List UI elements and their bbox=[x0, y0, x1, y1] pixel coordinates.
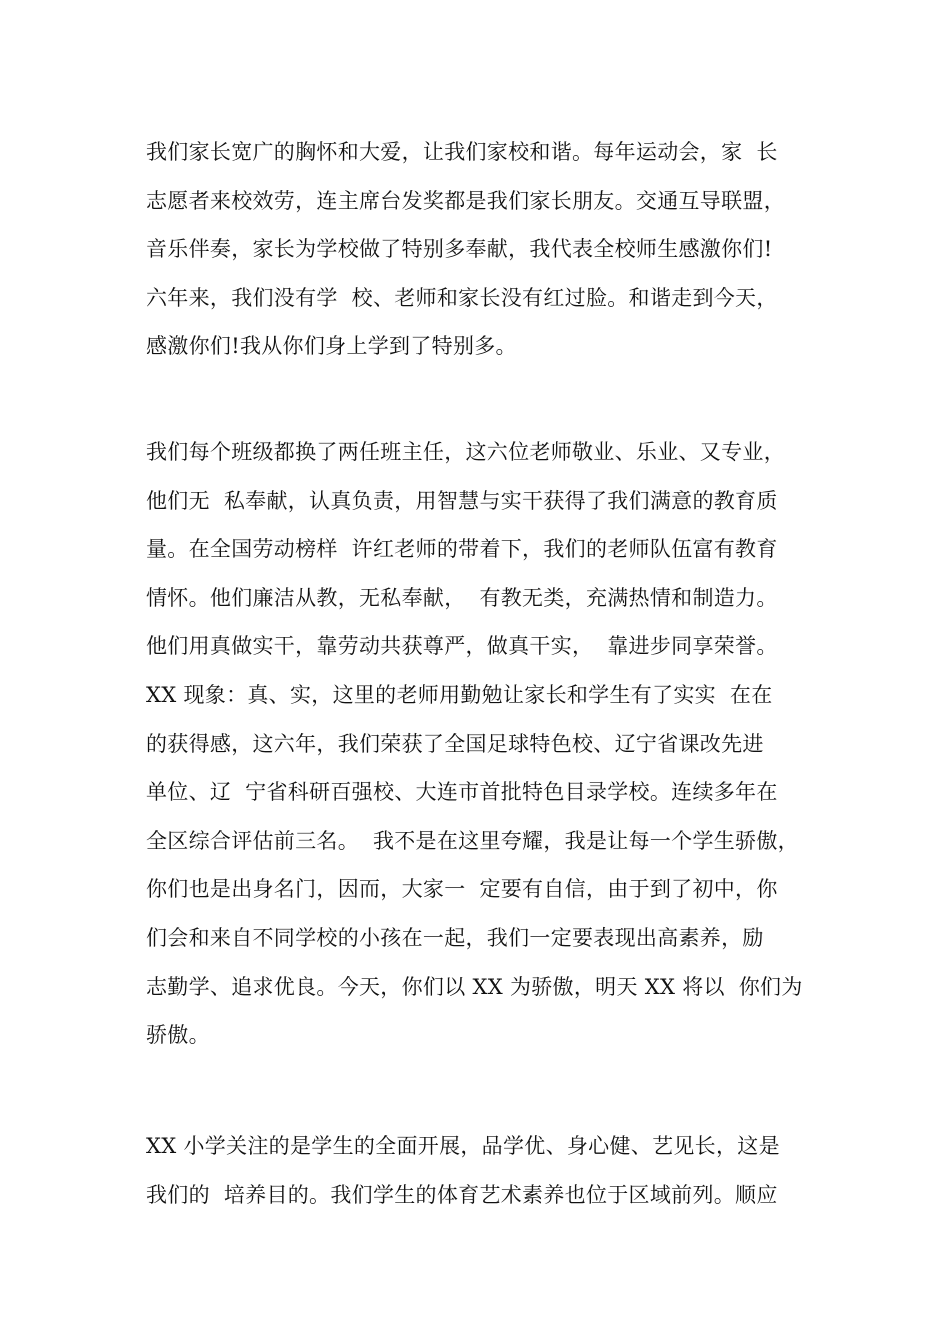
text-line: 我们每个班级都换了两任班主任，这六位老师敬业、乐业、又专业， bbox=[146, 440, 785, 464]
text-line: 我们的 培养目的。我们学生的体育艺术素养也位于区域前列。顺应 bbox=[146, 1182, 778, 1207]
text-line: 他们用真做实干，靠劳动共获尊严，做真干实， 靠进步同享荣誉。 bbox=[146, 634, 778, 659]
text-line: 志愿者来校效劳，连主席台发奖都是我们家长朋友。交通互导联盟， bbox=[146, 188, 785, 213]
text-line: 情怀。他们廉洁从教，无私奉献， 有教无类，充满热情和制造力。 bbox=[146, 585, 778, 610]
text-line: 志勤学、追求优良。今天，你们以 XX 为骄傲，明天 XX 将以 你们为 bbox=[146, 974, 803, 999]
paragraph-parent-thanks bbox=[146, 128, 836, 371]
text-line: 六年来，我们没有学 校、老师和家长没有红过脸。和谐走到今天， bbox=[146, 285, 778, 310]
text-line: 单位、辽 宁省科研百强校、大连市首批特色目录学校。连续多年在 bbox=[146, 780, 778, 805]
text-line: 量。在全国劳动榜样 许红老师的带着下，我们的老师队伍富有教育 bbox=[146, 537, 778, 562]
text-line: 们会和来自不同学校的小孩在一起，我们一定要表现出高素养，励 bbox=[146, 925, 764, 950]
paragraph-teachers bbox=[146, 428, 836, 1060]
text-line: 他们无 私奉献，认真负责，用智慧与实干获得了我们满意的教育质 bbox=[146, 488, 778, 513]
text-line: XX 小学关注的是学生的全面开展，品学优、身心健、艺见长，这是 bbox=[146, 1134, 780, 1158]
paragraph-student-development bbox=[146, 1122, 836, 1219]
text-line: 我们家长宽广的胸怀和大爱，让我们家校和谐。每年运动会，家 长 bbox=[146, 140, 778, 164]
text-line: 的获得感，这六年，我们荣获了全国足球特色校、辽宁省课改先进 bbox=[146, 731, 764, 756]
text-line: 你们也是出身名门，因而，大家一 定要有自信，由于到了初中，你 bbox=[146, 877, 778, 902]
text-line: XX 现象：真、实，这里的老师用勤勉让家长和学生有了实实 在在 bbox=[146, 682, 773, 707]
text-line: 感激你们!我从你们身上学到了特别多。 bbox=[146, 334, 517, 359]
text-line: 全区综合评估前三名。 我不是在这里夸耀，我是让每一个学生骄傲， bbox=[146, 828, 799, 853]
text-line: 骄傲。 bbox=[146, 1023, 210, 1048]
text-line: 音乐伴奏，家长为学校做了特别多奉献，我代表全校师生感激你们! bbox=[146, 237, 773, 262]
